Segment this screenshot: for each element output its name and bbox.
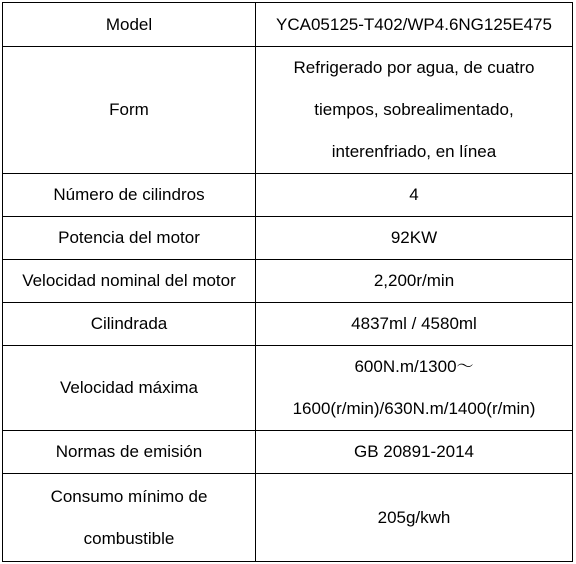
row-value-form-cell [256, 47, 573, 174]
row-label-cylinders: Número de cilindros [3, 174, 256, 217]
row-label-form: Form [3, 47, 256, 174]
table-row [3, 303, 573, 346]
row-label-consumption-cell [3, 474, 256, 562]
row-value-max-speed-cell [256, 346, 573, 431]
table-row [3, 346, 573, 431]
row-value-displacement: 4837ml / 4580ml [256, 303, 573, 346]
row-value-model: YCA05125-T402/WP4.6NG125E475 [256, 3, 573, 47]
row-value-power: 92KW [256, 217, 573, 260]
table-row [3, 3, 573, 47]
table-row [3, 431, 573, 474]
row-label-max-speed: Velocidad máxima [3, 346, 256, 431]
table-row [3, 474, 573, 562]
row-label-rated-speed: Velocidad nominal del motor [3, 260, 256, 303]
row-value-consumption: 205g/kwh [256, 474, 573, 562]
table-row [3, 174, 573, 217]
row-label-consumption: Consumo mínimo de combustible [50, 486, 208, 548]
row-value-emission: GB 20891-2014 [256, 431, 573, 474]
row-value-max-speed: 600N.m/1300～1600(r/min)/630N.m/1400(r/min) [292, 357, 536, 418]
table-row [3, 260, 573, 303]
row-value-rated-speed: 2,200r/min [256, 260, 573, 303]
row-label-emission: Normas de emisión [3, 431, 256, 474]
row-value-cylinders: 4 [256, 174, 573, 217]
row-label-displacement: Cilindrada [3, 303, 256, 346]
engine-spec-table [2, 2, 573, 562]
table-row [3, 217, 573, 260]
table-row [3, 47, 573, 174]
row-label-power: Potencia del motor [3, 217, 256, 260]
row-label-model: Model [3, 3, 256, 47]
row-value-form: Refrigerado por agua, de cuatro tiempos, sobrealimentado, interenfriado, en línea [293, 58, 535, 161]
